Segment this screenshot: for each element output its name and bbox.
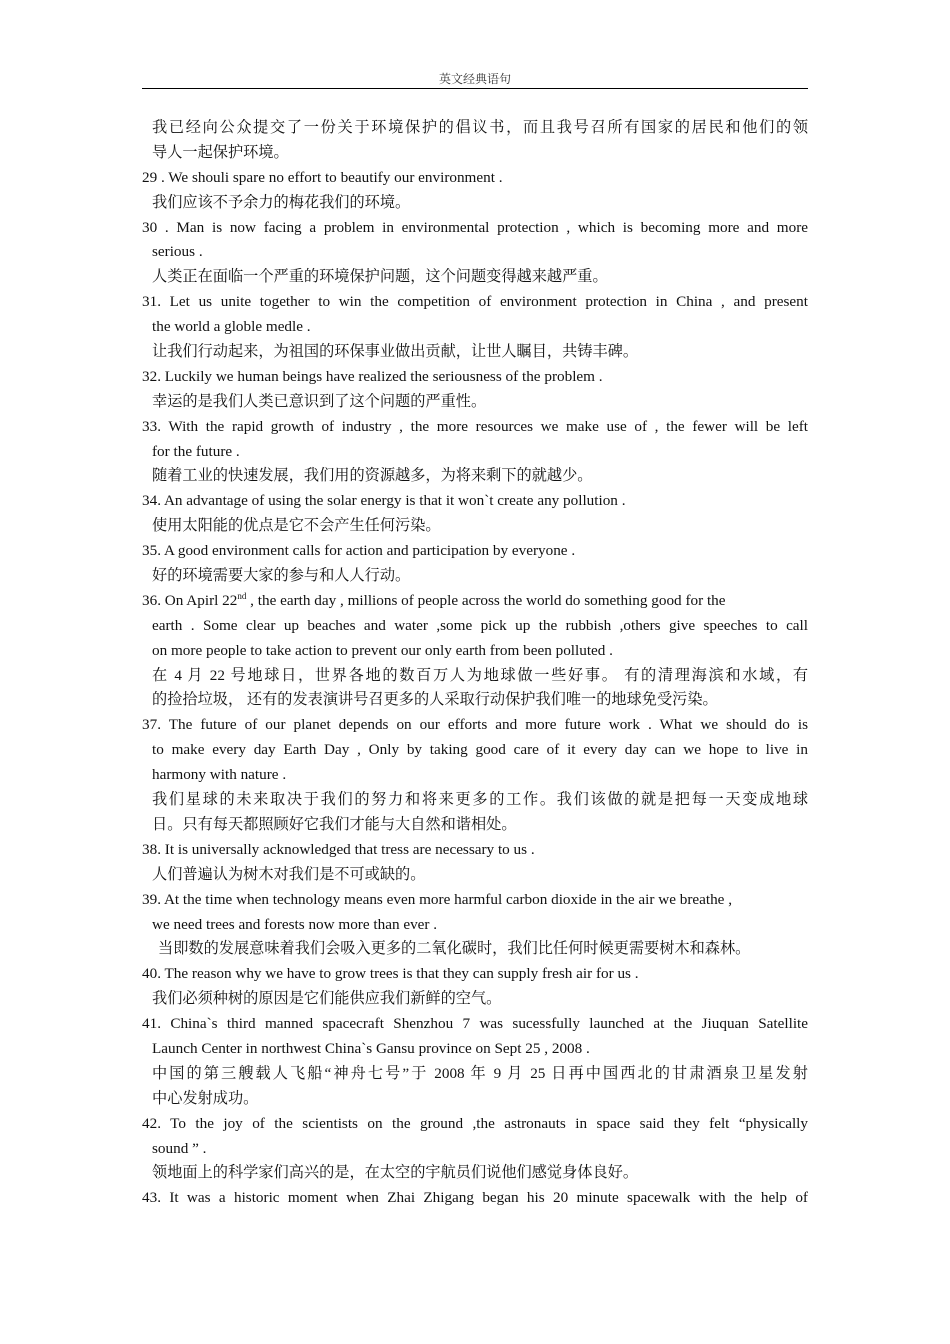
sentence-english: 39. At the time when technology means even more harmful carbon dioxide in the air we breathe , bbox=[142, 890, 733, 908]
sentence-chinese: 人们普遍认为树木对我们是不可或缺的。 bbox=[152, 865, 426, 883]
sentence-english-cont: Launch Center in northwest China`s Gansu province on Sept 25 , 2008 . bbox=[152, 1039, 590, 1057]
sentence-english bbox=[142, 589, 808, 614]
sentence-english: 41. China`s third manned spacecraft Shenzhou 7 was sucessfully launched at the Jiuquan Satellite bbox=[142, 1015, 808, 1033]
sentence-english-cont: serious . bbox=[152, 243, 203, 261]
sentence-chinese: 随着工业的快速发展，我们用的资源越多，为将来剩下的就越少。 bbox=[152, 467, 593, 485]
sentence-english-cont: to make every day Earth Day , Only by taking good care of it every day can we hope to live in bbox=[152, 741, 808, 759]
sentence-chinese: 人类正在面临一个严重的环境保护问题，这个问题变得越来越严重。 bbox=[152, 268, 608, 286]
ordinal-suffix: nd bbox=[237, 590, 247, 601]
sentence-english: 29 . We shouli spare no effort to beautify our environment . bbox=[142, 168, 503, 186]
sentence-chinese: 我们应该不予余力的梅花我们的环境。 bbox=[152, 193, 411, 211]
sentence-chinese: 让我们行动起来，为祖国的环保事业做出贡献，让世人瞩目，共铸丰碑。 bbox=[152, 343, 638, 361]
sentence-english: 42. To the joy of the scientists on the ground ,the astronauts in space said they felt “physically bbox=[142, 1114, 808, 1132]
sentence-english: 31. Let us unite together to win the competition of environment protection in China , and present bbox=[142, 293, 808, 311]
sentence-chinese: 中国的第三艘载人飞船“神舟七号”于 2008 年 9 月 25 日再中国西北的甘肃酒泉卫星发射 bbox=[152, 1064, 808, 1082]
sentence-chinese: 中心发射成功。 bbox=[152, 1089, 259, 1107]
page-header bbox=[142, 72, 808, 89]
text-line: 我已经向公众提交了一份关于环境保护的倡议书，而且我号召所有国家的居民和他们的领 bbox=[152, 119, 808, 136]
sentence-chinese: 我们星球的未来取决于我们的努力和将来更多的工作。我们该做的就是把每一天变成地球 bbox=[152, 791, 808, 809]
sentence-english: 34. An advantage of using the solar energy is that it won`t create any pollution . bbox=[142, 492, 626, 510]
sentence-chinese: 好的环境需要大家的参与和人人行动。 bbox=[152, 567, 411, 585]
sentence-english: 38. It is universally acknowledged that tress are necessary to us . bbox=[142, 840, 535, 858]
sentence-english: 33. With the rapid growth of industry , the more resources we make use of , the fewer will be left bbox=[142, 417, 808, 435]
sentence-english-cont: we need trees and forests now more than ever . bbox=[152, 915, 438, 933]
sentence-chinese: 的捡拾垃圾， 还有的发表演讲号召更多的人采取行动保护我们唯一的地球免受污染。 bbox=[152, 691, 718, 709]
sentence-english: 43. It was a historic moment when Zhai Zhigang began his 20 minute spacewalk with the help of bbox=[142, 1189, 808, 1207]
document-body bbox=[142, 116, 808, 1211]
sentence-english-cont: earth . Some clear up beaches and water ,some pick up the rubbish ,others give speeches to call bbox=[152, 616, 808, 634]
sentence-english: 32. Luckily we human beings have realized the seriousness of the problem . bbox=[142, 367, 603, 385]
sentence-chinese: 当即数的发展意味着我们会吸入更多的二氧化碳时，我们比任何时候更需要树木和森林。 bbox=[158, 940, 751, 958]
sentence-english-cont: sound ” . bbox=[152, 1139, 207, 1157]
sentence-english-cont: on more people to take action to prevent our only earth from been polluted . bbox=[152, 641, 613, 659]
sentence-english-cont: the world a globle medle . bbox=[152, 318, 311, 336]
sentence-chinese: 使用太阳能的优点是它不会产生任何污染。 bbox=[152, 517, 441, 535]
sentence-english-cont: for the future . bbox=[152, 442, 240, 460]
sentence-english-cont: harmony with nature . bbox=[152, 766, 287, 784]
sentence-chinese: 在 4 月 22 号地球日，世界各地的数百万人为地球做一些好事。 有的清理海滨和水域，有 bbox=[152, 666, 808, 684]
sentence-chinese: 日。只有每天都照顾好它我们才能与大自然和谐相处。 bbox=[152, 815, 517, 833]
sentence-english: 37. The future of our planet depends on our efforts and more future work . What we should do is bbox=[142, 716, 808, 734]
text-span: 36. On Apirl 22 bbox=[142, 591, 238, 609]
sentence-english: 30 . Man is now facing a problem in environmental protection , which is becoming more and more bbox=[142, 218, 808, 236]
sentence-chinese: 领地面上的科学家们高兴的是，在太空的宇航员们说他们感觉身体良好。 bbox=[152, 1164, 638, 1182]
text-span: , the earth day , millions of people across the world do something good for the bbox=[246, 591, 726, 609]
header-title: 英文经典语句 bbox=[438, 72, 511, 86]
sentence-english: 40. The reason why we have to grow trees is that they can supply fresh air for us . bbox=[142, 965, 639, 983]
sentence-chinese: 幸运的是我们人类已意识到了这个问题的严重性。 bbox=[152, 392, 487, 410]
sentence-chinese: 我们必须种树的原因是它们能供应我们新鲜的空气。 bbox=[152, 990, 502, 1008]
text-line: 导人一起保护环境。 bbox=[152, 143, 289, 161]
sentence-english: 35. A good environment calls for action and participation by everyone . bbox=[142, 542, 576, 560]
